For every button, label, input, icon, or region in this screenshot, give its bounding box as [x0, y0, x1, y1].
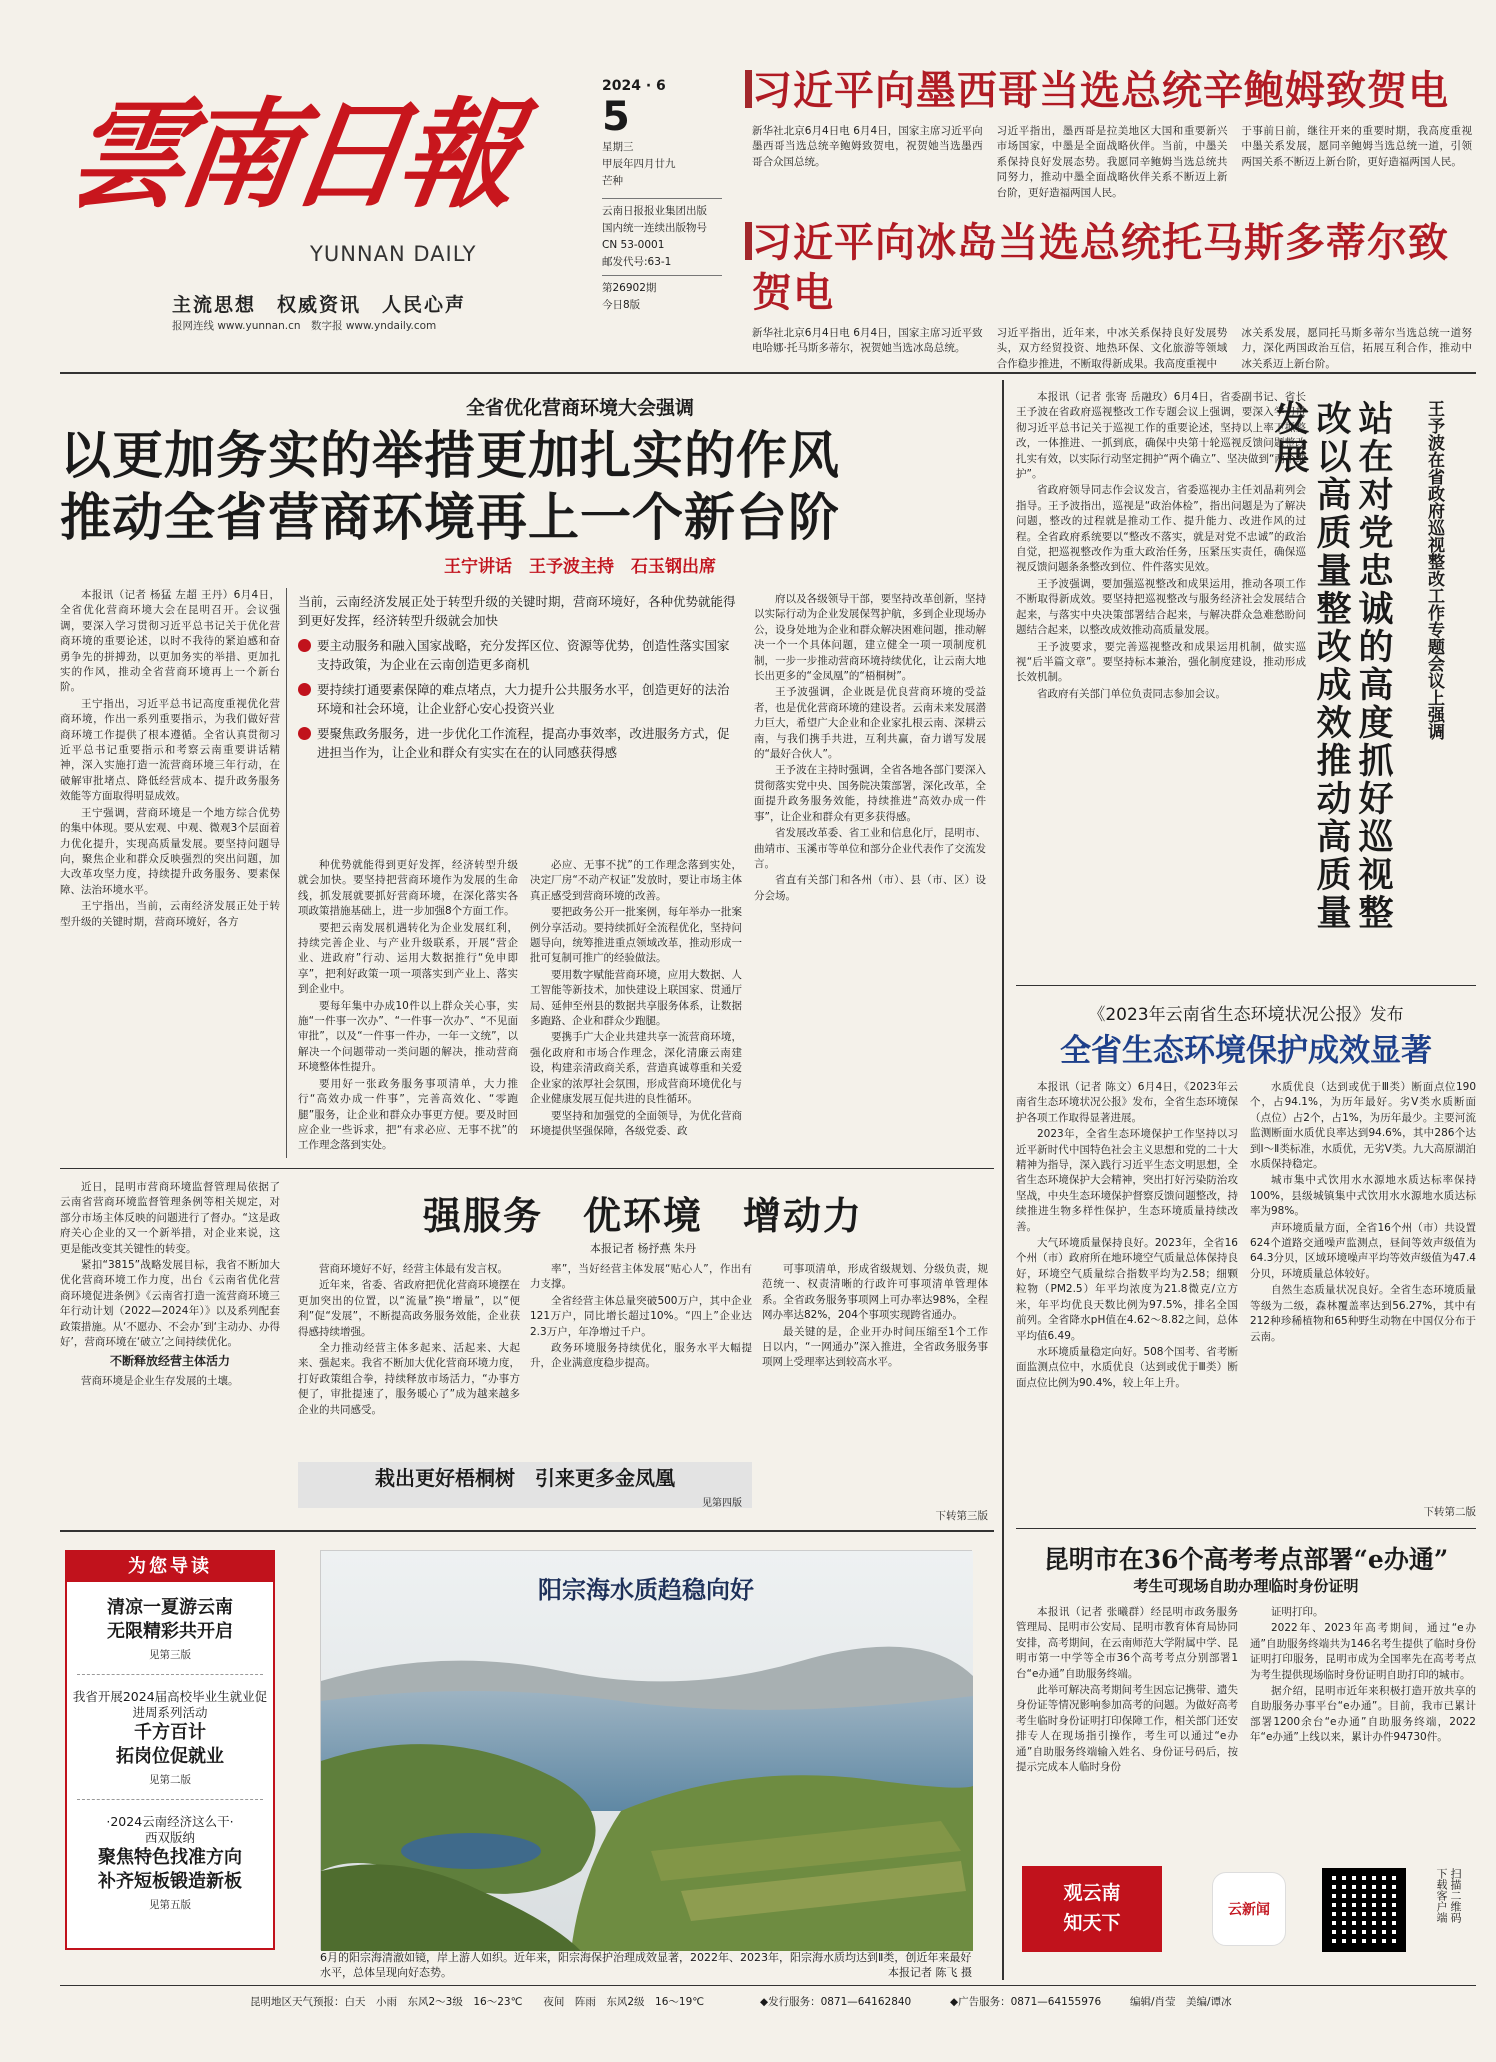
guide-item-title: 聚焦特色找准方向 补齐短板锻造新板 [98, 1847, 242, 1892]
bullet-icon [298, 683, 311, 696]
body-col: 新华社北京6月4日电 6月4日，国家主席习近平向墨西哥当选总统辛鲍姆致贺电，祝贺她当选墨西哥合众国总统。 [752, 125, 983, 168]
divider [1002, 380, 1004, 1980]
date-day: 5 [602, 94, 630, 140]
headline-bar [745, 70, 752, 108]
paragraph: 据介绍，昆明市近年来积极打造开放共享的自助服务办事平台“e办通”。目前，我市已累计部署1200余台“e办通”自助服务终端，2022年“e办通”上线以来，累计办件94730件。 [1250, 1685, 1476, 1744]
paragraph: 要每年集中办成10件以上群众关心事，实施“一件事一次办”、“一件事一次办”、“不见面审批”，以及“一件事一件办，一年一文统”，以解决一个问题带动一类问题的解决，推动营商环境整体性提升。 [298, 999, 518, 1074]
paragraph: 率”，当好经营主体发展“贴心人”，作出有力支撑。 [530, 1263, 752, 1291]
top-story-mexico [752, 66, 1472, 201]
app-promo [1022, 1862, 1472, 1958]
paragraph: 种优势就能得到更好发挥，经济转型升级就会加快。要坚持把营商环境作为发展的生命线，抓发展就要抓好营商环境，在深化落实各项政策措施基础上，进一步加强8个方面工作。 [298, 859, 518, 918]
photo-credit: 本报记者 陈飞 摄 [888, 1966, 972, 1979]
footer [0, 1990, 1496, 2014]
bullet-icon [298, 727, 311, 740]
guide-item-kicker: ·2024云南经济这么干· 西双版纳 [106, 1814, 234, 1845]
paragraph: 可事项清单，形成省级规划、分级负责，规范统一、权责清晰的行政许可事项清单管理体系。全省政务服务事项网上可办率达98%，全程网办率达82%，204个事项实现跨省通办。 [762, 1263, 988, 1322]
body-col: 新华社北京6月4日电 6月4日，国家主席习近平致电哈娜·托马斯多蒂尔，祝贺她当选冰岛总统。 [752, 327, 983, 355]
highlight-text: 要主动服务和融入国家战略，充分发挥区位、资源等优势，创造性落实国家支持政策，为企业在云南创造更多商机 [317, 638, 730, 672]
feature-banner-ref: 见第四版 [702, 1498, 742, 1509]
guide-item-title: 清凉一夏游云南 无限精彩共开启 [107, 1597, 233, 1642]
paragraph: 本报讯（记者 杨猛 左超 王丹）6月4日，全省优化营商环境大会在昆明召开。会议强调，要深入学习贯彻习近平总书记关于优化营商环境的重要论述，以时不我待的紧迫感和奋勇争先的拼搏劲，以更加务实的举措、更加扎实的作风，推动全省营商环境再上一个新台阶。 [60, 589, 280, 694]
guide-item[interactable] [67, 1596, 273, 1662]
paragraph: 要携手广大企业共建共享一流营商环境，强化政府和市场合作理念，深化清廉云南建设，构建亲清政商关系，营造真诚尊重和关爱企业家的浓厚社会氛围，形成营商环境优化与企业健康发展互促共进的良性循环。 [530, 1031, 742, 1106]
masthead-title: 雲南日報 [60, 85, 520, 224]
paragraph: 近日，昆明市营商环境监督管理局依据了云南省营商环境监督管理条例等相关规定，对部分市场主体反映的问题进行了督办。“这是政府关心企业的又一个新举措，对企业来说，这更是能改变其关键性的转变。 [60, 1181, 280, 1255]
photo-title: 阳宗海水质趋稳向好 [538, 1575, 754, 1604]
paragraph: 城市集中式饮用水水源地水质达标率保持100%，县级城镇集中式饮用水水源地水质达标率为98%。 [1250, 1174, 1476, 1218]
photo-caption [320, 1950, 972, 1980]
lead-headline-line1: 以更加务实的举措更加扎实的作风 [60, 426, 841, 486]
paragraph: 王宁指出，习近平总书记高度重视优化营商环境，作出一系列重要指示，为我们做好营商环境工作提供了根本遵循。全省认真贯彻习近平总书记重要指示和考察云南重要讲话精神，深入实施打造一流营商环境三年行动，在破解审批堵点、降低经营成本、提升政务服务效能等方面取得明显成效。 [60, 697, 280, 803]
paragraph: 省发展改革委、省工业和信息化厅，昆明市、曲靖市、玉溪市等单位和部分企业代表作了交流发言。 [754, 827, 986, 870]
feature-body-col3 [762, 1262, 988, 1507]
app-icon[interactable]: 云新闻 [1212, 1872, 1286, 1946]
paragraph: 全力推动经营主体多起来、活起来、大起来、强起来。我省不断加大优化营商环境力度，打好政策组合拳，持续释放市场活力，“办事方便了，审批提速了，服务暖心了”成为越来越多企业的共同感受。 [298, 1342, 520, 1416]
sidebar-vertical-kicker: 王予波在省政府巡视整改工作专题会议上强调 [1424, 400, 1444, 740]
highlight-text: 要聚焦政务服务，进一步优化工作流程，提高办事效率，改进服务方式，促进担当作为，让企业和群众有实实在在的认同感获得感 [317, 726, 730, 760]
paragraph: 王予波在主持时强调，全省各地各部门要深入贯彻落实党中央、国务院决策部署，深化改革，全面提升政务服务效能，持续推进“高效办成一件事”，让企业和群众有更多获得感。 [754, 764, 986, 823]
paragraph: 2023年，全省生态环境保护工作坚持以习近平新时代中国特色社会主义思想和党的二十大精神为指导，深入践行习近平生态文明思想，全省生态环境保护大会精神，突出打好污染防治攻坚战，中央生态环境保护督察反馈问题整改，持续推进生物多样性保护，生态环境质量持续改善。 [1016, 1128, 1238, 1233]
paragraph: 全省经营主体总量突破500万户，其中企业121万户，同比增长超过10%。“四上”企业达2.3万户，年净增过千户。 [530, 1294, 752, 1338]
paragraph: 必应、无事不扰”的工作理念落到实处，决定厂房“不动产权证”发放时，要让市场主体真正感受到营商环境的改善。 [530, 859, 742, 902]
page-count: 今日8版 [602, 299, 641, 311]
divider [60, 372, 1476, 374]
jump-link[interactable]: 下转第三版 [935, 1510, 988, 1522]
paragraph: 最关键的是，企业开办时间压缩至1个工作日以内，“一网通办”深入推进，全省政务服务事项网上受理率达到较高水平。 [762, 1325, 988, 1369]
sidebar-vertical-headline[interactable]: 站在对党忠诚的高度抓好巡视整改以高质量整改成效推动高质量发展 [1269, 400, 1394, 932]
guide-item[interactable] [67, 1814, 273, 1912]
promo-text: 观云南 知天下 [1022, 1866, 1162, 1952]
body-col: 冰关系发展，愿同托马斯多蒂尔当选总统一道努力，深化两国政治互信，拓展互利合作，推动中冰关系迈上新台阶。 [1241, 327, 1473, 370]
lead-intro: 当前，云南经济发展正处于转型升级的关键时期，营商环境好，各种优势就能得到更好发挥，经济转型升级就会加快 [298, 594, 736, 628]
body-col: 习近平指出，墨西哥是拉美地区大国和重要新兴市场国家，中墨是全面战略伙伴。当前，中墨关系保持良好发展态势。我愿同辛鲍姆当选总统共同努力，推动中墨全面战略伙伴关系不断迈上新台阶，更好造福两国人民。 [996, 125, 1228, 199]
eco-body-col2 [1250, 1080, 1476, 1500]
gaokao-body-col2 [1250, 1605, 1476, 1855]
lead-highlights [298, 592, 738, 847]
divider [60, 1530, 994, 1532]
highlight-item [298, 724, 738, 762]
subhead: 不断释放经营主体活力 [109, 1354, 230, 1369]
paragraph: 营商环境好不好，经营主体最有发言权。 [319, 1263, 508, 1275]
guide-item-ref: 见第五版 [149, 1899, 191, 1911]
date-lunar: 甲辰年四月廿九 [602, 158, 676, 170]
guide-item-title: 千方百计 拓岗位促就业 [116, 1722, 224, 1767]
paragraph: 王宁强调，营商环境是一个地方综合优势的集中体现。要从宏观、中观、微观3个层面着力优化提升，实现高质量发展。要坚持问题导向，聚焦企业和群众反映强烈的突出问题，加大改革攻坚力度，持续提升政务服务、要素保障、法治环境水平。 [60, 806, 280, 896]
gaokao-subtitle: 考生可现场自助办理临时身份证明 [1133, 1577, 1359, 1595]
caption-text: 6月的阳宗海清澈如镜，岸上游人如织。近年来，阳宗海保护治理成效显著，2022年、2023年，阳宗海水质均达到Ⅱ类，创近年来最好水平，总体呈现向好态势。 [320, 1951, 972, 1979]
paragraph: 省直有关部门和各州（市）、县（市、区）设分会场。 [754, 874, 986, 902]
paragraph: 近年来，省委、省政府把优化营商环境摆在更加突出的位置，以“流量”换“增量”，以“便利”促“发展”，不断提高政务服务效能，企业获得感持续增强。 [298, 1279, 520, 1338]
paragraph: 证明打印。 [1271, 1606, 1324, 1618]
divider [1016, 985, 1476, 986]
paragraph: 王宁指出，当前，云南经济发展正处于转型升级的关键时期，营商环境好，各方 [60, 900, 280, 928]
issue-number: 第26902期 [602, 282, 657, 294]
distribution-contact: ◆发行服务：0871—64162840 [760, 1996, 912, 2008]
paragraph: 省政府领导同志作会议发言，省委巡视办主任刘晶莉列会指导。王予波指出，巡视是“政治体检”，指出问题是为了解决问题，整改的过程就是推动工作、提升能力、改进作风的过程。全省政府系统要以“整改不落实，就是对党不忠诚”的政治自觉，把巡视整改作为重大政治任务，压紧压实责任，确保巡视反馈问题条条整改到位、件件落实见效。 [1016, 484, 1306, 574]
guide-item[interactable] [67, 1689, 273, 1787]
highlight-item [298, 636, 738, 674]
cn-number: CN 53-0001 [602, 239, 665, 251]
headline[interactable]: 习近平向墨西哥当选总统辛鲍姆致贺电 [752, 67, 1449, 114]
feature-banner[interactable] [298, 1462, 752, 1508]
highlight-item [298, 680, 738, 718]
feature-body-col2 [530, 1262, 752, 1462]
masthead-title-en: YUNNAN DAILY [310, 242, 477, 266]
lead-headline-line2: 推动全省营商环境再上一个新台阶 [60, 488, 841, 548]
feature-byline: 本报记者 杨抒燕 朱丹 [590, 1242, 696, 1255]
eco-headline[interactable]: 全省生态环境保护成效显著 [1060, 1033, 1432, 1069]
paragraph: 大气环境质量保持良好。2023年，全省16个州（市）政府所在地环境空气质量总体保持良好，环境空气质量综合指数平均为2.58；细颗粒物（PM2.5）年平均浓度为21.8微克/立方米，年平均优良天数比例为97.5%，排名全国前列。全省降水pH值在4.62～8.82之间，总体平均值6.49。 [1016, 1237, 1238, 1342]
weather-forecast: 昆明地区天气预报：白天 小雨 东风2～3级 16～23℃ 夜间 阵雨 东风2级 16～19℃ [250, 1996, 705, 2008]
headline-bar [745, 222, 752, 260]
editors: 编辑/肖莹 美编/谭冰 [1130, 1996, 1232, 2008]
lead-body-right1 [530, 858, 742, 1158]
guide-header: 为您导读 [67, 1552, 273, 1582]
eco-body-col1 [1016, 1080, 1238, 1520]
paragraph: 要坚持和加强党的全面领导，为优化营商环境提供坚强保障，各级党委、政 [530, 1109, 742, 1137]
jump-link[interactable]: 下转第二版 [1423, 1506, 1476, 1518]
lake-photo [320, 1550, 972, 1950]
paragraph: 声环境质量方面，全省16个州（市）共设置624个道路交通噪声监测点，昼间等效声级值为64.3分贝，区域环境噪声平均等效声级值为47.4分贝，环境质量总体较好。 [1250, 1221, 1476, 1280]
scan-hint: 扫描二维码 下载客户端 [1435, 1868, 1462, 1923]
paragraph: 此举可解决高考期间考生因忘记携带、遗失身份证等情况影响参加高考的问题。为做好高考考生临时身份证明打印保障工作，相关部门还安排专人在现场指引操作，考生可以通过“e办通”自助服务终端输入姓名、身份证号码后，按提示完成本人临时身份 [1016, 1684, 1238, 1774]
feature-headline[interactable]: 强服务 优环境 增动力 [422, 1193, 863, 1238]
paragraph: 王予波强调，企业既是优良营商环境的受益者，也是优化营商环境的建设者。云南未来发展潜力巨大，希望广大企业和企业家扎根云南、深耕云南，与我们携手共进，互利共赢，奋力谱写发展的“最好合伙人”。 [754, 686, 986, 761]
guide-item-kicker: 我省开展2024届高校毕业生就业促进周系列活动 [72, 1689, 268, 1720]
postal-code: 邮发代号:63-1 [602, 256, 672, 268]
lead-body-mid [298, 858, 518, 1158]
paragraph: 府以及各级领导干部，要坚持改革创新，坚持以实际行动为企业发展保驾护航，多到企业现场办公，设身处地为企业和群众解决困难问题，推动解决一个一个具体问题，建立健全一项一项制度机制，一步一步推动营商环境持续优化，让云南大地长出更多的“金凤凰”的“梧桐树”。 [754, 593, 986, 683]
masthead-slogan: 主流思想 权威资讯 人民心声 [172, 294, 467, 316]
divider [60, 1168, 994, 1169]
paragraph: 政务环境服务持续优化，服务水平大幅提升，企业满意度稳步提高。 [530, 1342, 752, 1370]
guide-box [65, 1550, 275, 1950]
divider [60, 1985, 1476, 1986]
paragraph: 紧扣“3815”战略发展目标，我省不断加大优化营商环境工作力度，出台《云南省优化营商环境促进条例》《云南省打造一流营商环境三年行动计划（2022—2024年）》以及系列配套政策措施。从‘不愿办、不会办’到‘主动办、办得好’，营商环境在‘破立’之间持续优化。 [60, 1259, 281, 1349]
lead-headline[interactable] [60, 425, 990, 549]
paragraph: 2022年、2023年高考期间，通过“e办通”自助服务终端共为146名考生提供了临时身份证明打印服务，昆明市成为全国率先在高考考点为考生提供现场临时身份证明自助打印的城市。 [1250, 1622, 1476, 1681]
paragraph: 要用数字赋能营商环境，应用大数据、人工智能等新技术，加快建设上联国家、贯通厅局、延伸至州县的数据共享服务体系，让数据多跑路、企业和群众少跑腿。 [530, 968, 742, 1028]
paragraph: 要把云南发展机遇转化为企业发展红利，持续完善企业、与产业升级联系，开展“营企业、进政府”行动、运用大数据推行“免申即享”，把利好政策一项一项落实到产业上、落实到企业中。 [298, 921, 518, 996]
paragraph: 本报讯（记者 陈文）6月4日，《2023年云南省生态环境状况公报》发布，全省生态环境保护各项工作取得显著进展。 [1016, 1081, 1238, 1124]
ads-contact: ◆广告服务：0871—64155976 [950, 1996, 1102, 2008]
cn-label: 国内统一连续出版物号 [602, 222, 707, 234]
paragraph: 水环境质量稳定向好。508个国考、省考断面监测点位中，水质优良（达到或优于Ⅲ类）断面点位比例为90.4%，较上年上升。 [1016, 1345, 1238, 1389]
feature-banner-title: 栽出更好梧桐树 引来更多金凤凰 [375, 1466, 675, 1490]
feature-body-col1 [298, 1262, 520, 1462]
divider [286, 588, 287, 1158]
lake-landscape-image [321, 1551, 973, 1951]
divider [1016, 1528, 1476, 1529]
lead-kicker: 全省优化营商环境大会强调 [465, 397, 694, 419]
paragraph: 王予波要求，要完善巡视整改和成果运用机制，做实巡视“后半篇文章”。要坚持标本兼治，强化制度建设，推动形成长效机制。 [1016, 640, 1306, 684]
top-story-iceland [752, 218, 1472, 372]
headline[interactable]: 习近平向冰岛当选总统托马斯多蒂尔致贺电 [752, 219, 1449, 316]
paragraph: 本报讯（记者 张寄 岳融玫）6月4日，省委副书记、省长王予波在省政府巡视整改工作专题会议上强调，要深入学习贯彻习近平总书记关于巡视工作的重要论述，坚持以上率下抓整改，一体推进、一抓到底，确保中央第十轮巡视反馈问题整改扎实有效，以实际行动坚定拥护“两个确立”、坚决做到“两个维护”。 [1016, 391, 1306, 481]
date-year-month: 2024 · 6 [602, 78, 666, 94]
date-term: 芒种 [602, 175, 623, 187]
inspection-body [60, 1180, 280, 1530]
paragraph: 营商环境是企业生存发展的土壤。 [81, 1374, 239, 1387]
paragraph: 省政府有关部门单位负责同志参加会议。 [1037, 687, 1226, 700]
paragraph: 水质优良（达到或优于Ⅲ类）断面点位190个，占94.1%，为历年最好。劣Ⅴ类水质断面（点位）占2个，占1%，为历年最少。主要河流监测断面水质优良率达到94.6%，其中286个达到Ⅰ～Ⅱ类标准，水质优，无劣Ⅴ类。九大高原湖泊水质保持稳定。 [1250, 1081, 1476, 1171]
highlight-text: 要持续打通要素保障的难点堵点，大力提升公共服务水平，创造更好的法治环境和社会环境，让企业舒心安心投资兴业 [317, 682, 730, 716]
paragraph: 王予波强调，要加强巡视整改和成果运用，推动各项工作不断取得新成效。要坚持把巡视整改与服务经济社会发展结合起来，与落实中央决策部署结合起来，与解决群众急难愁盼问题结合起来，以整改成效推动高质量发展。 [1016, 577, 1306, 637]
date-weekday: 星期三 [602, 141, 634, 153]
paragraph: 要把政务公开一批案例，每年举办一批案例分享活动。要持续抓好全流程优化，坚持问题导向，统筹推进重点领域改革，推动形成一批可复制可推广的经验做法。 [530, 906, 742, 965]
sidebar-story-body [1016, 390, 1306, 970]
lead-subtitle: 王宁讲话 王予波主持 石玉钢出席 [444, 557, 716, 577]
eco-kicker: 《2023年云南省生态环境状况公报》发布 [1088, 1005, 1404, 1025]
masthead-logo [60, 80, 520, 290]
gaokao-body-col1 [1016, 1605, 1238, 1855]
guide-item-ref: 见第三版 [149, 1649, 191, 1661]
date-box [602, 78, 722, 310]
qr-code-icon[interactable] [1322, 1868, 1406, 1952]
paragraph: 本报讯（记者 张曦群）经昆明市政务服务管理局、昆明市公安局、昆明市教育体育局协同安排，高考期间，在云南师范大学附属中学、昆明市第一中学等全市36个高考考点分别部署1台“e办通”自助服务终端。 [1016, 1606, 1238, 1680]
publisher: 云南日报报业集团出版 [602, 205, 707, 217]
lead-body-right2 [754, 592, 986, 1158]
masthead-weblinks[interactable]: 报网连线 www.yunnan.cn 数字报 www.yndaily.com [172, 320, 437, 332]
body-col: 于事前日前，继往开来的重要时期，我高度重视中墨关系发展，愿同辛鲍姆当选总统一道，引领两国关系不断迈上新台阶，更好造福两国人民。 [1241, 125, 1473, 168]
paragraph: 自然生态质量状况良好。全省生态环境质量等级为二级，森林覆盖率达到56.27%，其中有212种珍稀植物和65种野生动物在中国仅分布于云南。 [1250, 1284, 1476, 1343]
body-col: 习近平指出，近年来，中冰关系保持良好发展势头，双方经贸投资、地热环保、文化旅游等领域合作稳步推进，不断取得新成果。我高度重视中 [996, 327, 1228, 370]
gaokao-headline[interactable]: 昆明市在36个高考考点部署“e办通” [1043, 1545, 1449, 1574]
guide-item-ref: 见第二版 [149, 1774, 191, 1786]
paragraph: 要用好一张政务服务事项清单，大力推行“高效办成一件事”，完善高效化、“零跑腿”服务，让企业和群众办事更方便。要及时回应企业一些诉求，把“有求必应、无事不扰”的工作理念落到实处。 [298, 1077, 518, 1152]
bullet-icon [298, 639, 311, 652]
